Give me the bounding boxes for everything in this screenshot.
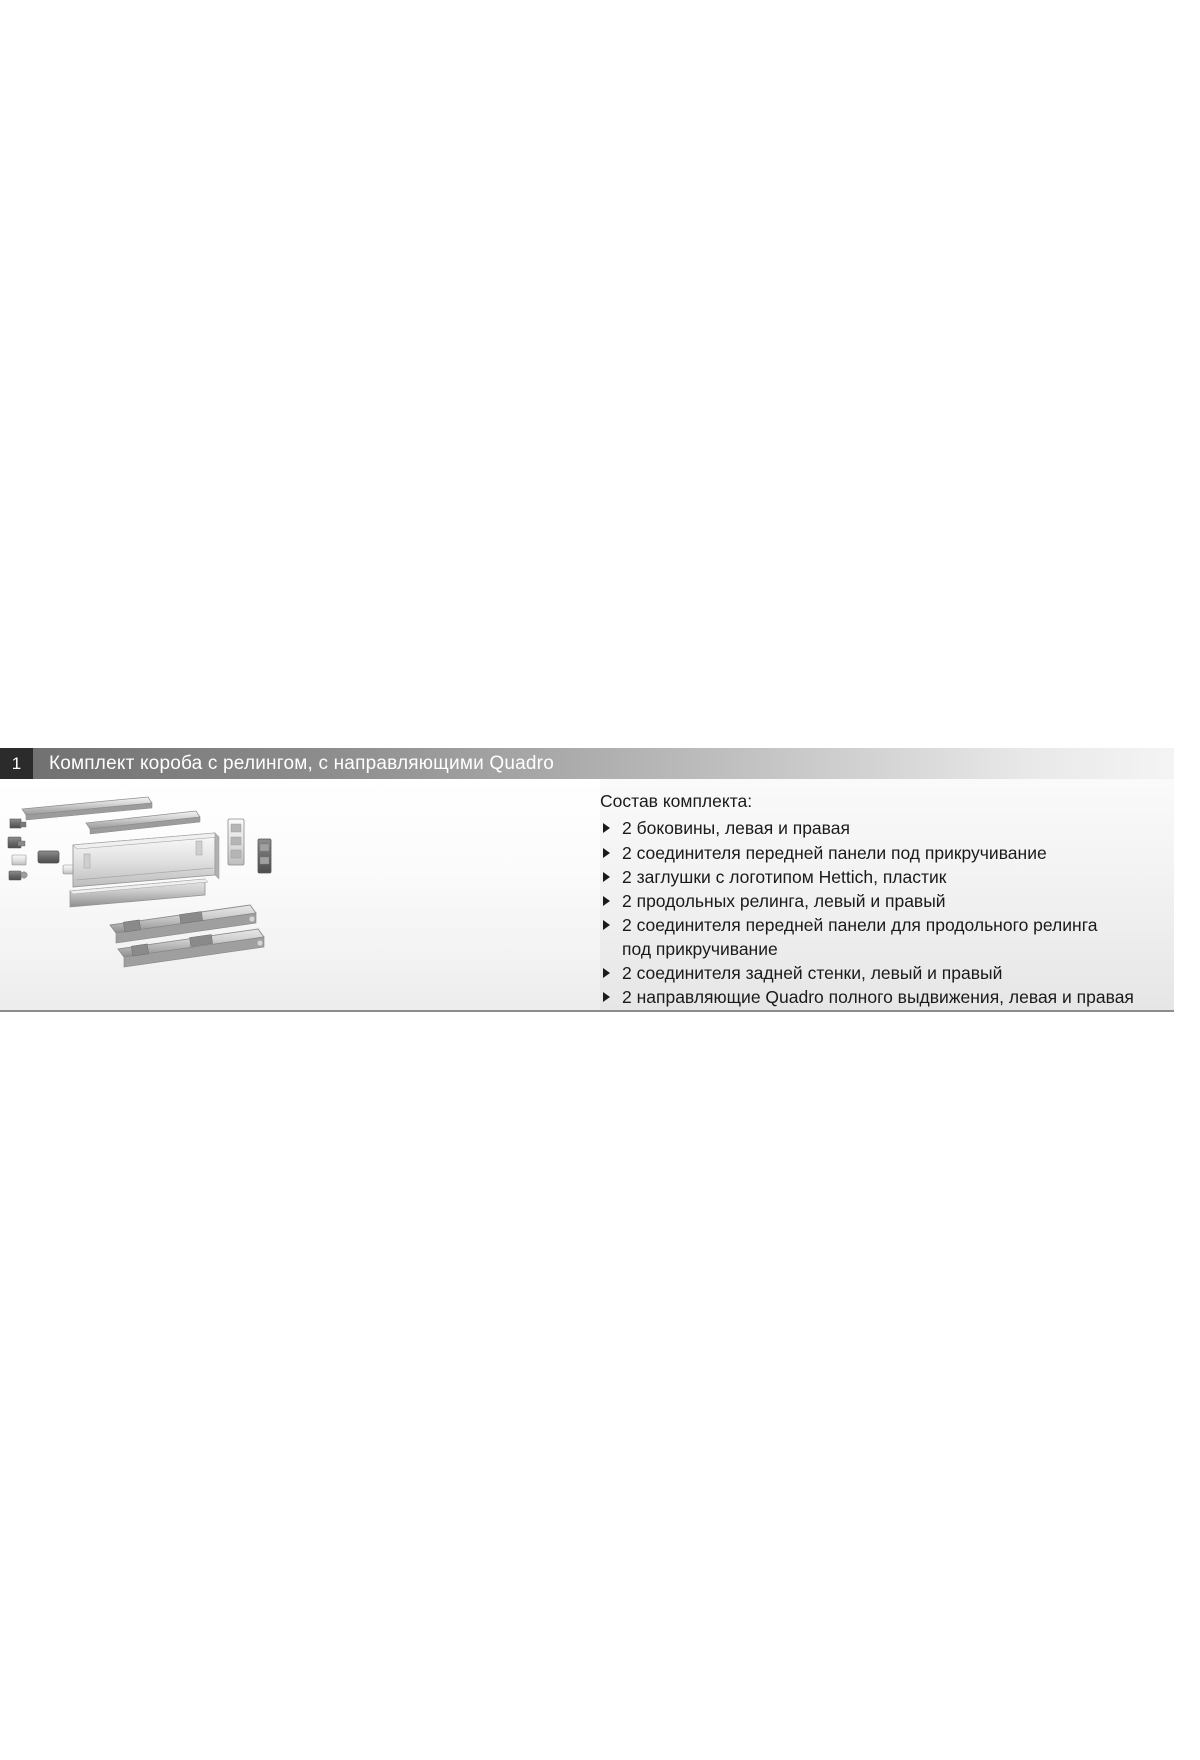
list-item-text: 2 заглушки с логотипом Hettich, пластик: [622, 866, 947, 887]
list-item-text: 2 направляющие Quadro полного выдвижения, левая и правая: [622, 987, 1134, 1008]
step-title: Комплект короба с релингом, с направляющими Quadro: [49, 752, 554, 774]
list-item: [600, 914, 1174, 961]
step-body: [0, 779, 1174, 1012]
kit-contents-heading: Состав комплекта:: [600, 791, 753, 811]
rear-wall-connector-parts: [228, 819, 271, 873]
list-item: [600, 866, 1174, 889]
triangle-bullet-icon: [603, 968, 610, 978]
triangle-bullet-icon: [603, 872, 610, 882]
illustration-pane: [0, 779, 600, 1010]
list-item-text-continued: под прикручивание: [622, 938, 778, 959]
list-item-text: 2 продольных релинга, левый и правый: [622, 891, 946, 912]
side-panel-part: [73, 833, 219, 887]
list-item: [600, 890, 1174, 913]
kit-contents-list: [600, 817, 1174, 1009]
triangle-bullet-icon: [603, 920, 610, 930]
list-item: [600, 962, 1174, 985]
list-item-text: 2 соединителя передней панели для продольного релинга: [622, 915, 1098, 936]
triangle-bullet-icon: [603, 848, 610, 858]
list-item: [600, 842, 1174, 865]
assembly-step-block: [0, 748, 1174, 1010]
quadro-runner-parts: [110, 905, 264, 967]
list-item-text: 2 соединителя передней панели под прикручивание: [622, 842, 1047, 863]
step-number-badge: 1: [0, 748, 33, 779]
front-panel-connector-parts: [8, 819, 27, 880]
longitudinal-railing-parts: [22, 797, 200, 834]
step-header-bar: [0, 748, 1174, 779]
list-item-text: 2 боковины, левая и правая: [622, 818, 850, 839]
parts-diagram-illustration: [0, 779, 600, 1010]
triangle-bullet-icon: [603, 896, 610, 906]
kit-contents-pane: [600, 779, 1174, 1010]
list-item: [600, 817, 1174, 840]
triangle-bullet-icon: [603, 823, 610, 833]
triangle-bullet-icon: [603, 992, 610, 1002]
list-item: [600, 986, 1174, 1009]
list-item-text: 2 соединителя задней стенки, левый и правый: [622, 962, 1003, 983]
